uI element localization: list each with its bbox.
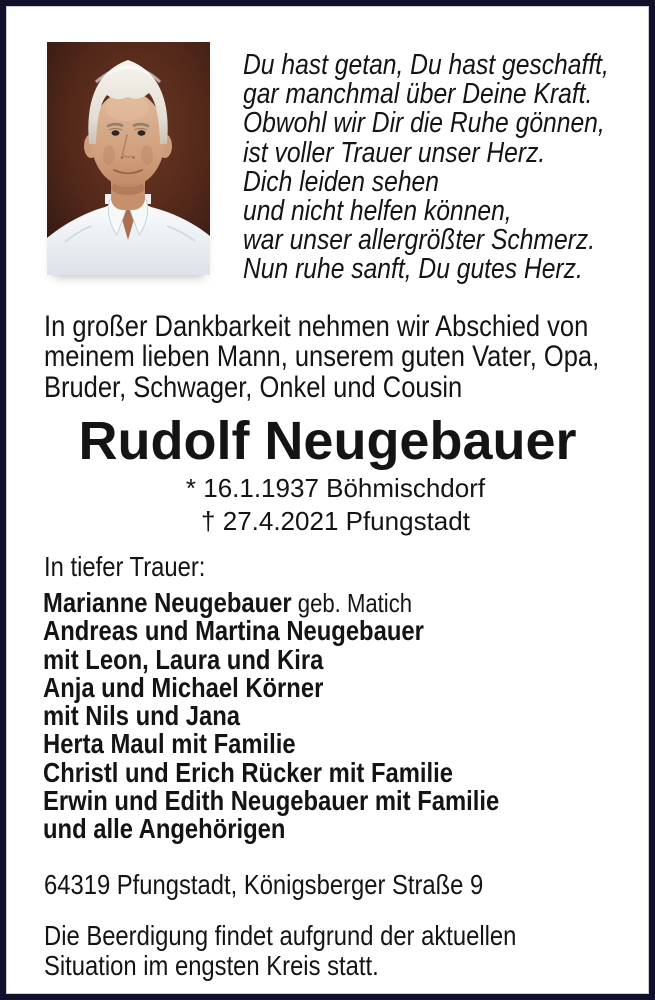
mourner-name: Andreas und Martina Neugebauer bbox=[43, 615, 424, 647]
mourner-line bbox=[43, 671, 499, 703]
intro-block bbox=[44, 312, 599, 403]
mourner-name: Christl und Erich Rücker mit Familie bbox=[43, 756, 453, 788]
mourner-line bbox=[43, 702, 499, 730]
funeral-note-line: Die Beerdigung findet aufgrund der aktuellen bbox=[44, 920, 517, 951]
deceased-name: Rudolf Neugebauer bbox=[78, 411, 577, 471]
mourners-list bbox=[43, 589, 499, 844]
poem-line: Nun ruhe sanft, Du gutes Herz. bbox=[243, 253, 583, 286]
poem-line: Dich leiden sehen bbox=[243, 165, 439, 198]
portrait-photo-illustration bbox=[47, 42, 210, 275]
mourner-line bbox=[43, 643, 499, 675]
mourner-line bbox=[43, 589, 499, 617]
mourning-label: In tiefer Trauer: bbox=[44, 551, 206, 582]
mourner-line bbox=[43, 815, 499, 843]
intro-line: In großer Dankbarkeit nehmen wir Abschied von bbox=[44, 310, 589, 343]
portrait-photo bbox=[47, 42, 210, 275]
address-line: 64319 Pfungstadt, Königsberger Straße 9 bbox=[44, 869, 484, 900]
poem-line: und nicht helfen können, bbox=[243, 195, 512, 228]
mourner-name: und alle Angehörigen bbox=[43, 813, 286, 845]
mourner-name: Erwin und Edith Neugebauer mit Familie bbox=[43, 785, 500, 817]
mourner-line bbox=[43, 787, 499, 815]
mourner-name: Herta Maul mit Familie bbox=[43, 728, 296, 760]
poem-line: Du hast getan, Du hast geschafft, bbox=[243, 49, 609, 81]
poem-line: gar manchmal über Deine Kraft. bbox=[243, 78, 593, 111]
mourner-name: mit Nils und Jana bbox=[43, 700, 241, 732]
death-date: † 27.4.2021 Pfungstadt bbox=[201, 506, 470, 536]
mourner-name: Marianne Neugebauer bbox=[43, 587, 292, 618]
poem-line: Obwohl wir Dir die Ruhe gönnen, bbox=[243, 107, 605, 140]
poem-line: ist voller Trauer unser Herz. bbox=[243, 136, 546, 169]
mourner-name: mit Leon, Laura und Kira bbox=[43, 643, 324, 675]
life-dates bbox=[14, 472, 655, 538]
mourner-line bbox=[43, 730, 499, 758]
funeral-note-line: Situation im engsten Kreis statt. bbox=[44, 949, 379, 981]
mourner-suffix: geb. Matich bbox=[291, 588, 413, 618]
intro-line: meinem lieben Mann, unserem guten Vater, Opa, bbox=[44, 340, 600, 374]
birth-date: * 16.1.1937 Böhmischdorf bbox=[185, 473, 486, 503]
mourner-name: Anja und Michael Körner bbox=[43, 671, 324, 703]
poem-block bbox=[243, 51, 609, 285]
mourner-line bbox=[43, 617, 499, 645]
poem-line: war unser allergrößter Schmerz. bbox=[243, 224, 596, 257]
mourner-line bbox=[43, 756, 499, 788]
funeral-note bbox=[44, 921, 516, 980]
intro-line: Bruder, Schwager, Onkel und Cousin bbox=[44, 370, 463, 404]
